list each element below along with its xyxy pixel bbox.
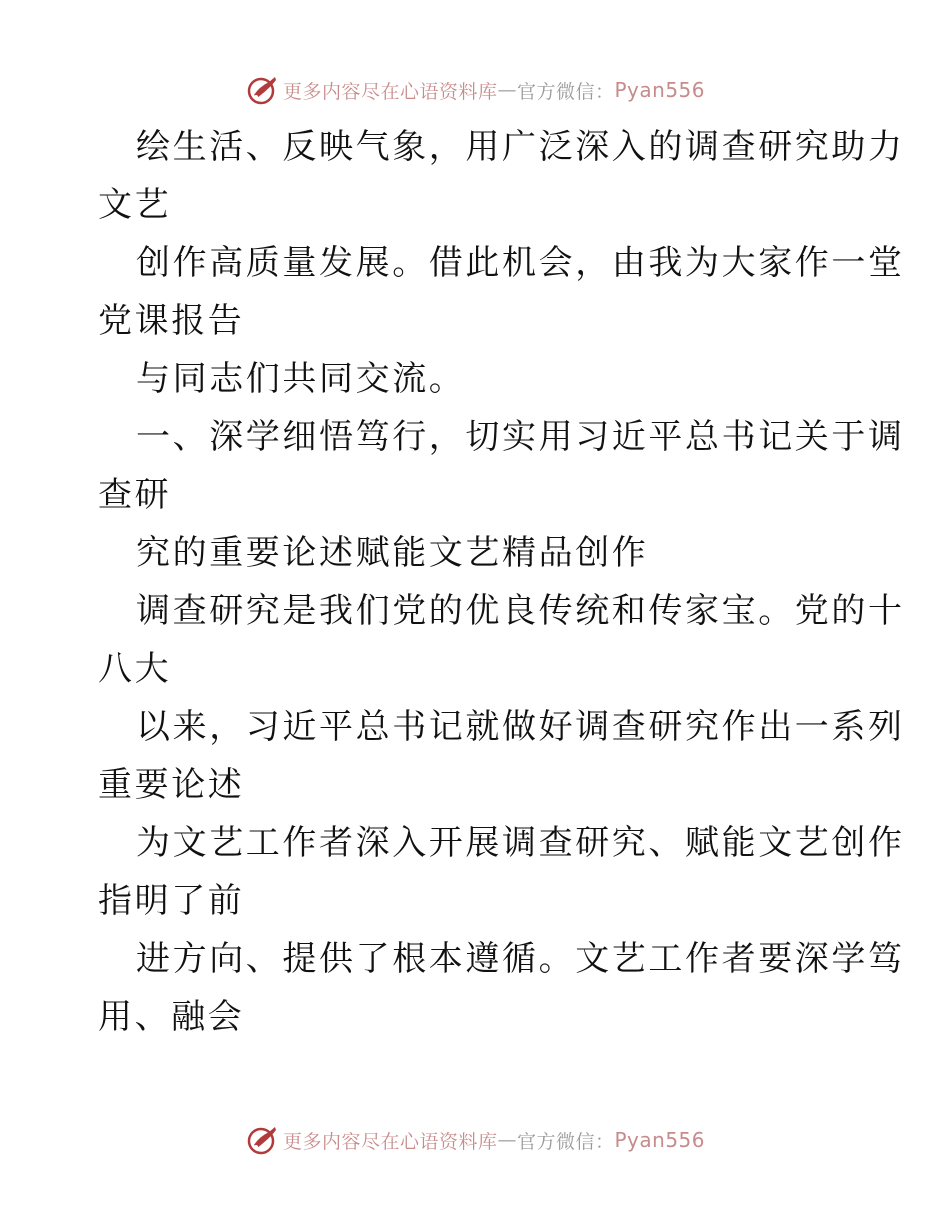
text-line: 以来，习近平总书记就做好调查研究作出一系列 [136,707,905,747]
header-watermark [0,70,950,110]
text-line: 创作高质量发展。借此机会，由我为大家作一堂 [136,243,905,283]
text-line: 进方向、提供了根本遵循。文艺工作者要深学笃 [136,939,905,979]
text-line: 指明了前 [98,881,245,921]
section-heading-line: 一、深学细悟笃行，切实用习近平总书记关于调 [136,417,905,457]
footer-watermark [0,1120,950,1160]
text-line: 调查研究是我们党的优良传统和传家宝。党的十 [136,591,905,631]
footer-separator: — [497,1129,517,1151]
text-line: 重要论述 [98,765,245,805]
header-wechat-label: 官方微信： [516,80,615,103]
text-line: 文艺 [98,185,172,225]
header-wechat-id: Pyan556 [614,78,706,102]
text-line: 党课报告 [98,301,245,341]
text-line: 八大 [98,649,172,689]
text-line: 用、融会 [98,997,245,1037]
text-line: 绘生活、反映气象，用广泛深入的调查研究助力 [136,127,905,167]
section-heading-line: 究的重要论述赋能文艺精品创作 [136,533,649,573]
header-separator: — [497,79,517,101]
footer-site-name: 更多内容尽在心语资料库 [282,1130,498,1153]
text-line: 为文艺工作者深入开展调查研究、赋能文艺创作 [136,823,905,863]
header-site-name: 更多内容尽在心语资料库 [282,80,498,103]
footer-wechat-id: Pyan556 [614,1128,706,1152]
section-heading-line: 查研 [98,475,172,515]
footer-wechat-label: 官方微信： [516,1130,615,1153]
body-text [98,118,905,1046]
text-line: 与同志们共同交流。 [136,359,466,399]
pen-logo-icon [245,73,279,107]
pen-logo-icon [245,1123,279,1157]
